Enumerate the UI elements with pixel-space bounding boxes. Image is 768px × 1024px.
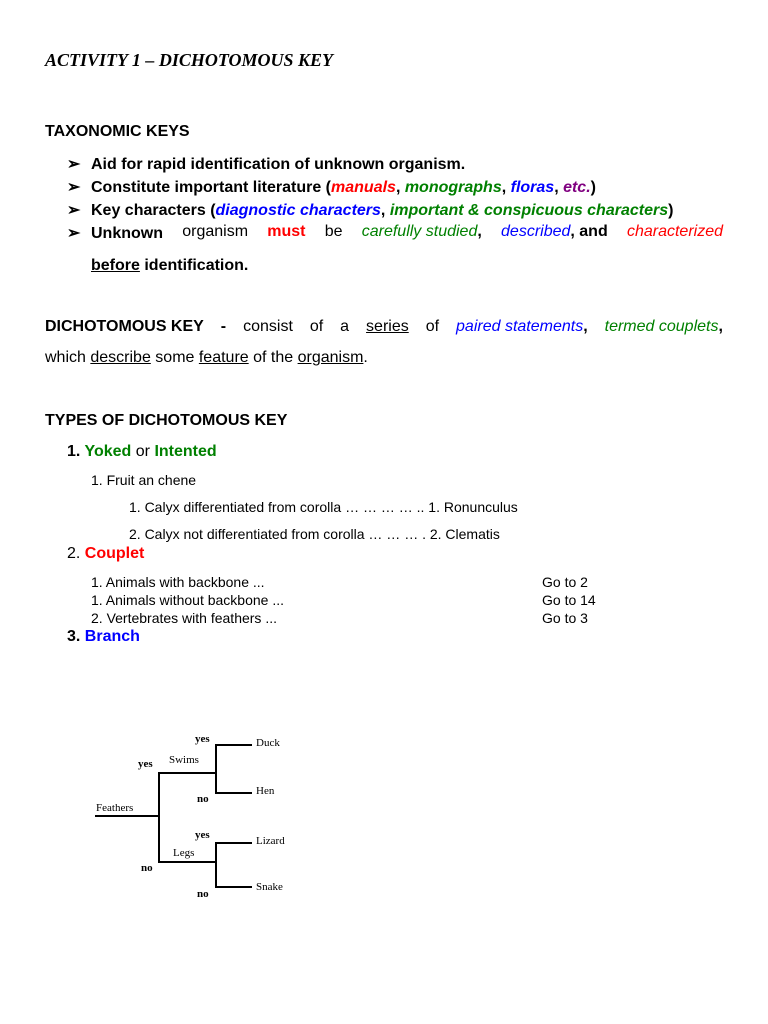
- couplet-row: 1. Animals without backbone ...: [91, 592, 284, 608]
- couplet-goto: Go to 2: [542, 574, 588, 590]
- term-important: important & conspicuous characters: [389, 202, 669, 219]
- word-of-the: of the: [248, 349, 298, 366]
- tree-line-root-vertical: [158, 772, 160, 862]
- word-describe: describe: [90, 349, 151, 366]
- tree-label-duck: Duck: [256, 737, 280, 749]
- couplet-row: 1. Animals with backbone ...: [91, 574, 265, 590]
- word-a: a: [340, 318, 350, 335]
- tree-yes-label: yes: [195, 733, 210, 745]
- tree-line-duck: [215, 744, 252, 746]
- type-couplet-heading: [67, 545, 144, 563]
- arrow-bullet-icon: ➢: [67, 179, 81, 196]
- tree-line-root: [95, 815, 159, 817]
- tree-no-label: no: [197, 793, 209, 805]
- bullet-4-continuation: [91, 257, 248, 275]
- tree-label-swims: Swims: [169, 754, 199, 766]
- bullet-item-1: [67, 154, 465, 174]
- couplet-goto: Go to 14: [542, 592, 596, 608]
- word-identification: identification.: [139, 257, 249, 274]
- tree-no-label: no: [197, 888, 209, 900]
- bullet-text: Key characters (: [91, 202, 216, 219]
- tree-line-no-branch: [158, 861, 216, 863]
- term-characterized: characterized: [626, 223, 723, 240]
- term-dichotomous-key: DICHOTOMOUS KEY: [45, 318, 204, 335]
- term-intented: Intented: [154, 443, 217, 460]
- separator: ,: [501, 179, 511, 196]
- comma: ,: [583, 318, 588, 335]
- tree-no-label: no: [141, 862, 153, 874]
- close-paren: ): [668, 202, 674, 219]
- term-manuals: manuals: [331, 179, 396, 196]
- tree-label-legs: Legs: [173, 847, 195, 859]
- word-feature: feature: [198, 349, 249, 366]
- word-and: , and: [570, 223, 608, 240]
- dash: -: [220, 318, 227, 335]
- yoked-line-1: 1. Calyx differentiated from corolla … … … … .. 1. Ronunculus: [129, 499, 518, 515]
- term-monographs: monographs: [404, 179, 502, 196]
- tree-label-hen: Hen: [256, 785, 275, 797]
- word-consist: consist: [243, 318, 293, 335]
- type-number: 3.: [67, 628, 81, 645]
- tree-yes-label: yes: [195, 829, 210, 841]
- tree-line-yes-branch: [158, 772, 216, 774]
- term-couplet: Couplet: [84, 545, 145, 562]
- tree-yes-label: yes: [138, 758, 153, 770]
- word-organism: organism: [182, 223, 249, 240]
- term-yoked: Yoked: [84, 443, 132, 460]
- period: .: [363, 349, 368, 366]
- term-termed-couplets: termed couplets: [604, 318, 719, 335]
- tree-line-snake: [215, 886, 252, 888]
- tree-line-hen: [215, 792, 252, 794]
- heading-types: TYPES OF DICHOTOMOUS KEY: [45, 412, 288, 429]
- term-carefully-studied: carefully studied: [361, 223, 478, 240]
- tree-line-lizard: [215, 842, 252, 844]
- tree-label-feathers: Feathers: [96, 802, 134, 814]
- comma: ,: [718, 318, 723, 335]
- word-before: before: [91, 257, 140, 274]
- couplet-goto: Go to 3: [542, 610, 588, 626]
- word-of: of: [309, 318, 324, 335]
- word-or: or: [131, 443, 155, 460]
- dichotomous-key-definition-line1: [45, 318, 723, 336]
- yoked-line-2: 2. Calyx not differentiated from corolla … … … . 2. Clematis: [129, 526, 500, 542]
- tree-line-swims-vertical: [215, 744, 217, 793]
- term-diagnostic: diagnostic characters: [215, 202, 381, 219]
- term-floras: floras: [510, 179, 555, 196]
- bullet-item-4: [67, 223, 723, 243]
- term-etc: etc.: [563, 179, 591, 196]
- separator: ,: [380, 202, 390, 219]
- separator: ,: [554, 179, 564, 196]
- couplet-row: 2. Vertebrates with feathers ...: [91, 610, 277, 626]
- page-title: ACTIVITY 1 – DICHOTOMOUS KEY: [45, 50, 334, 70]
- term-branch: Branch: [84, 628, 140, 645]
- arrow-bullet-icon: ➢: [67, 202, 81, 219]
- comma: ,: [477, 223, 482, 240]
- term-paired-statements: paired statements: [456, 318, 584, 335]
- yoked-fruit-line: 1. Fruit an chene: [91, 472, 197, 488]
- dichotomous-key-definition-line2: [45, 349, 368, 367]
- arrow-bullet-icon: ➢: [67, 225, 81, 242]
- bullet-text: Aid for rapid identification of unknown organism.: [91, 156, 466, 173]
- tree-line-legs-vertical: [215, 842, 217, 887]
- bullet-item-3: [67, 200, 673, 220]
- separator: ,: [395, 179, 405, 196]
- bullet-item-2: [67, 177, 596, 197]
- close-paren: ): [590, 179, 596, 196]
- word-organism: organism: [297, 349, 364, 366]
- bullet-text: Constitute important literature (: [91, 179, 332, 196]
- tree-label-snake: Snake: [256, 881, 283, 893]
- word-some: some: [150, 349, 199, 366]
- type-number: 1.: [67, 443, 81, 460]
- type-number: 2.: [67, 545, 81, 562]
- word-which: which: [45, 349, 91, 366]
- word-must: must: [267, 223, 306, 240]
- heading-taxonomic-keys: TAXONOMIC KEYS: [45, 123, 190, 140]
- word-unknown: Unknown: [91, 225, 163, 242]
- term-described: described: [501, 223, 571, 240]
- type-yoked-heading: [67, 443, 217, 461]
- arrow-bullet-icon: ➢: [67, 156, 81, 173]
- word-be: be: [324, 223, 343, 240]
- word-series: series: [366, 318, 409, 335]
- type-branch-heading: [67, 628, 140, 646]
- word-of: of: [425, 318, 440, 335]
- tree-label-lizard: Lizard: [256, 835, 285, 847]
